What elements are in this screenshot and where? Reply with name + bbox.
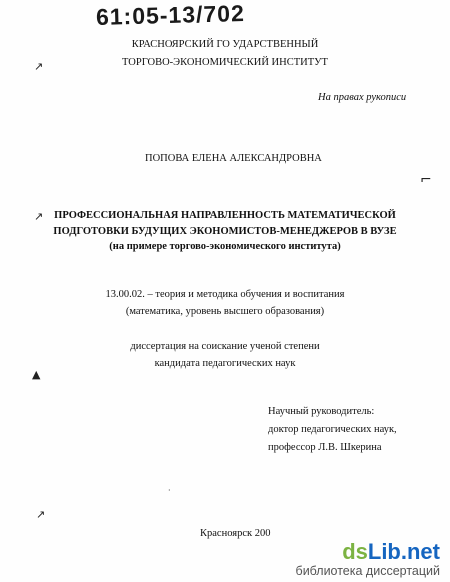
institute-name: ТОРГОВО-ЭКОНОМИЧЕСКИЙ ИНСТИТУТ — [122, 57, 328, 68]
city-year: Красноярск 200 — [200, 528, 271, 539]
specialty-note: (математика, уровень высшего образования) — [125, 306, 325, 317]
supervisor-label: Научный руководитель: — [268, 406, 375, 417]
watermark-brand-net: .net — [400, 539, 440, 564]
margin-mark: ▲ — [32, 368, 41, 381]
title-line-1: ПРОФЕССИОНАЛЬНАЯ НАПРАВЛЕННОСТЬ МАТЕМАТИЧЕСКОЙ — [54, 210, 396, 221]
margin-mark: ↗ — [34, 60, 44, 73]
margin-mark: ↗ — [34, 210, 44, 223]
degree-line-2: кандидата педагогических наук — [154, 358, 296, 369]
watermark-brand-lib: Lib — [367, 539, 401, 564]
margin-mark: ↗ — [36, 508, 46, 521]
watermark-logo — [296, 540, 440, 564]
speck-dot: · — [168, 486, 171, 495]
margin-mark: ⌐ — [420, 172, 432, 188]
degree-line-1: диссертация на соискание ученой степени — [130, 341, 320, 352]
dslib-watermark — [296, 540, 440, 578]
author-name: ПОПОВА ЕЛЕНА АЛЕКСАНДРОВНА — [145, 153, 322, 164]
university-name: КРАСНОЯРСКИЙ ГО УДАРСТВЕННЫЙ — [131, 39, 319, 50]
watermark-subtitle: библиотека диссертаций — [295, 564, 440, 578]
manuscript-rights: На правах рукописи — [318, 92, 407, 103]
specialty-code: 13.00.02. – теория и методика обучения и воспитания — [105, 289, 345, 300]
title-line-2: ПОДГОТОВКИ БУДУЩИХ ЭКОНОМИСТОВ-МЕНЕДЖЕРОВ В ВУЗЕ — [53, 226, 397, 237]
title-line-3: (на примере торгово-экономического института) — [109, 241, 341, 252]
supervisor-degree: доктор педагогических наук, — [268, 424, 397, 435]
watermark-brand-ds: ds — [342, 539, 368, 564]
supervisor-name: профессор Л.В. Шкерина — [268, 442, 382, 453]
archive-stamp-number: 61:05-13/702 — [95, 0, 246, 30]
